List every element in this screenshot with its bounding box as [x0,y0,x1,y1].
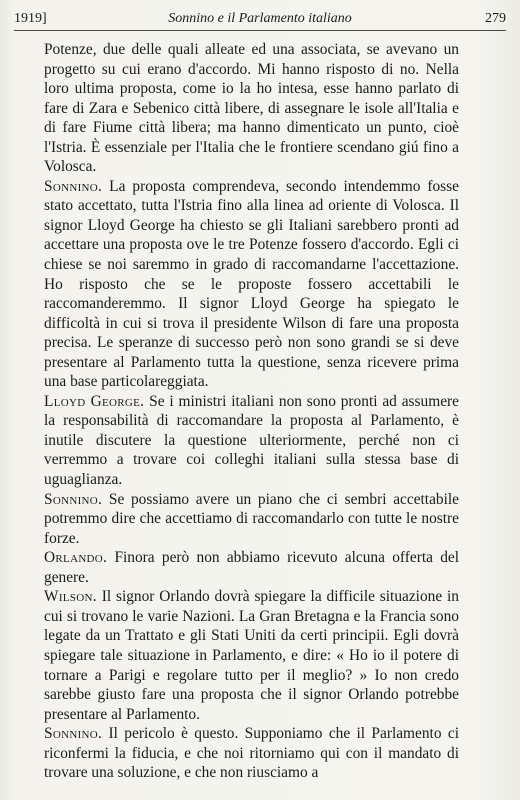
paragraph-text: La proposta comprendeva, secondo intendemmo fosse stato accettato, tutta l'Istria fino alla linea ad oriente di Volosca. Il signor Lloyd George ha chiesto se gli Italiani sarebbero pronti ad accettare una proposta ove le tre Potenze fossero d'accordo. Egli ci chiese se noi saremmo in grado di raccomandarne l'accettazione. Ho risposto che se le proposte fossero accettabili le raccomanderemmo. Il signor Lloyd George ha spiegato le difficoltà in cui si trova il presidente Wilson di fare una proposta precisa. Le speranze di successo però non sono grandi se si deve presentare al Parlamento tutta la questione, senza ricevere prima una base particolareggiata. [44,177,459,391]
speaker-name: Wilson. [44,588,97,606]
speaker-name: Lloyd George. [44,392,145,410]
paragraph-text: Il signor Orlando dovrà spiegare la difficile situazione in cui si trovano le varie Nazioni. La Gran Bretagna e la Francia sono legate da un Trattato e gli Stati Uniti da certi principii. Egli dovrà spiegare tale situazione in Parlamento, e dire: « Ho io il potere di tornare a Parigi e regolare tutto per il meglio? » Io non credo sarebbe giusto fare una proposta che il signor Orlando potrebbe presentare al Parlamento. [44,588,459,723]
speaker-name: Sonnino. [44,725,103,743]
paragraph [44,724,459,783]
paragraph [44,40,459,177]
paragraph-text: Finora però non abbiamo ricevuto alcuna offerta del genere. [44,549,459,586]
paragraph-text: Il pericolo è questo. Supponiamo che il Parlamento ci riconfermi la fiducia, e che noi ritorniamo qui con il mandato di trovare una soluzione, e che non riusciamo a [44,725,459,782]
paragraph [44,392,459,490]
paragraph-text: Se possiamo avere un piano che ci sembri accettabile potremmo dire che accettiamo di raccomandarlo con tutte le nostre forze. [44,490,459,547]
running-head [14,8,506,31]
paragraph [44,587,459,724]
paragraph-text: Se i ministri italiani non sono pronti ad assumere la responsabilità di raccomandare la proposta al Parlamento, è inutile discutere la questione ulteriormente, perché non ci verremmo a trovare coi colleghi italiani sulla stessa base di uguaglianza. [44,392,459,489]
body-text [44,40,459,783]
speaker-name: Sonnino. [44,177,103,195]
speaker-name: Sonnino. [44,490,103,508]
running-title: Sonnino e il Parlamento italiano [168,11,352,26]
speaker-name: Orlando. [44,549,108,567]
page-number: 279 [485,11,506,26]
page-year-label: 1919] [14,11,47,26]
paragraph [44,490,459,549]
paragraph [44,548,459,587]
paragraph-text: Potenze, due delle quali alleate ed una associata, se avevano un progetto su cui erano d'accordo. Mi hanno risposto di no. Nella loro ultima proposta, come io la ho intesa, esse hanno parlato di fare di Zara e Sebenico città libere, di assegnare le isole all'Italia e di fare Fiume città libera; ma hanno dimenticato un punto, cioè l'Istria. È essenziale per l'Italia che le frontiere scendano giú fino a Volosca. [44,41,459,176]
paragraph [44,177,459,392]
